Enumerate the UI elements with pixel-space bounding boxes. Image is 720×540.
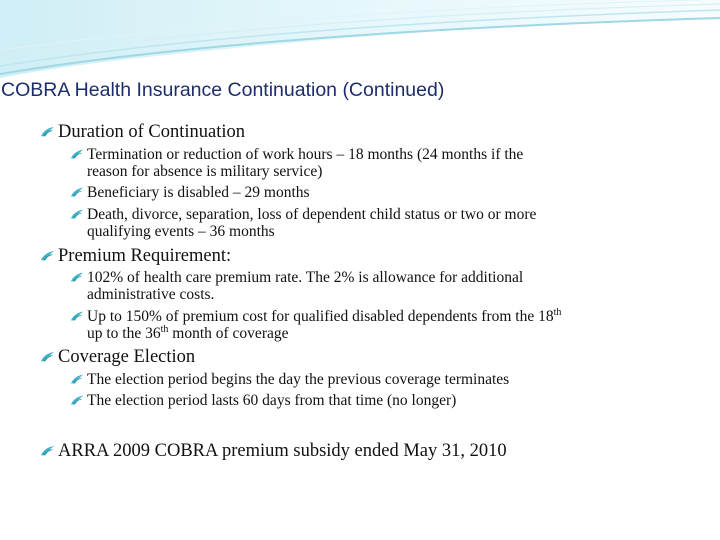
premium-heading: Premium Requirement:: [58, 246, 232, 266]
premium-item2-line2-a: up to the 36: [87, 325, 161, 342]
bullet-arra-heading: [40, 441, 507, 462]
election-item2: The election period lasts 60 days from that time (no longer): [87, 392, 457, 409]
arra-heading: ARRA 2009 COBRA premium subsidy ended May 31, 2010: [58, 441, 507, 461]
bullet-duration-heading: [40, 122, 245, 143]
duration-item-disabled: [70, 184, 310, 202]
wing-bullet-icon: [40, 350, 55, 363]
premium-item-rate: [70, 269, 523, 287]
bullet-premium-heading: [40, 246, 231, 267]
premium-item2-line2: [87, 325, 289, 343]
wing-bullet-icon: [40, 444, 55, 457]
wing-bullet-icon: [70, 394, 84, 406]
wing-bullet-icon: [70, 148, 84, 160]
duration-item-death: [70, 206, 536, 224]
premium-item-disabled-dependents: [70, 308, 561, 326]
wing-bullet-icon: [70, 373, 84, 385]
duration-item1-line2: reason for absence is military service): [87, 163, 323, 180]
duration-item2: Beneficiary is disabled – 29 months: [87, 184, 310, 201]
wing-bullet-icon: [40, 249, 55, 262]
duration-item-termination: [70, 146, 523, 164]
premium-item2-line1: Up to 150% of premium cost for qualified disabled dependents from the 18: [87, 308, 554, 325]
duration-item3-line2: qualifying events – 36 months: [87, 223, 275, 240]
duration-item3-line1: Death, divorce, separation, loss of dependent child status or two or more: [87, 206, 537, 223]
election-item1: The election period begins the day the previous coverage terminates: [87, 371, 510, 388]
duration-item1-line1: Termination or reduction of work hours – 18 months (24 months if the: [87, 146, 524, 163]
premium-item2-sup2: th: [160, 324, 169, 335]
wing-bullet-icon: [70, 186, 84, 198]
premium-item1-line2: administrative costs.: [87, 286, 215, 303]
wing-bullet-icon: [70, 208, 84, 220]
slide-title: COBRA Health Insurance Continuation (Continued): [1, 79, 445, 101]
election-heading: Coverage Election: [58, 347, 196, 367]
premium-item2-line2-b: month of coverage: [168, 325, 289, 342]
premium-item1-line1: 102% of health care premium rate. The 2% is allowance for additional: [87, 269, 524, 286]
election-item-lasts: [70, 392, 456, 410]
duration-heading: Duration of Continuation: [58, 122, 246, 142]
premium-item2-sup1: th: [553, 307, 562, 318]
bullet-election-heading: [40, 347, 195, 368]
wing-bullet-icon: [70, 310, 84, 322]
wing-bullet-icon: [70, 271, 84, 283]
wing-bullet-icon: [40, 125, 55, 138]
election-item-begins: [70, 371, 509, 389]
